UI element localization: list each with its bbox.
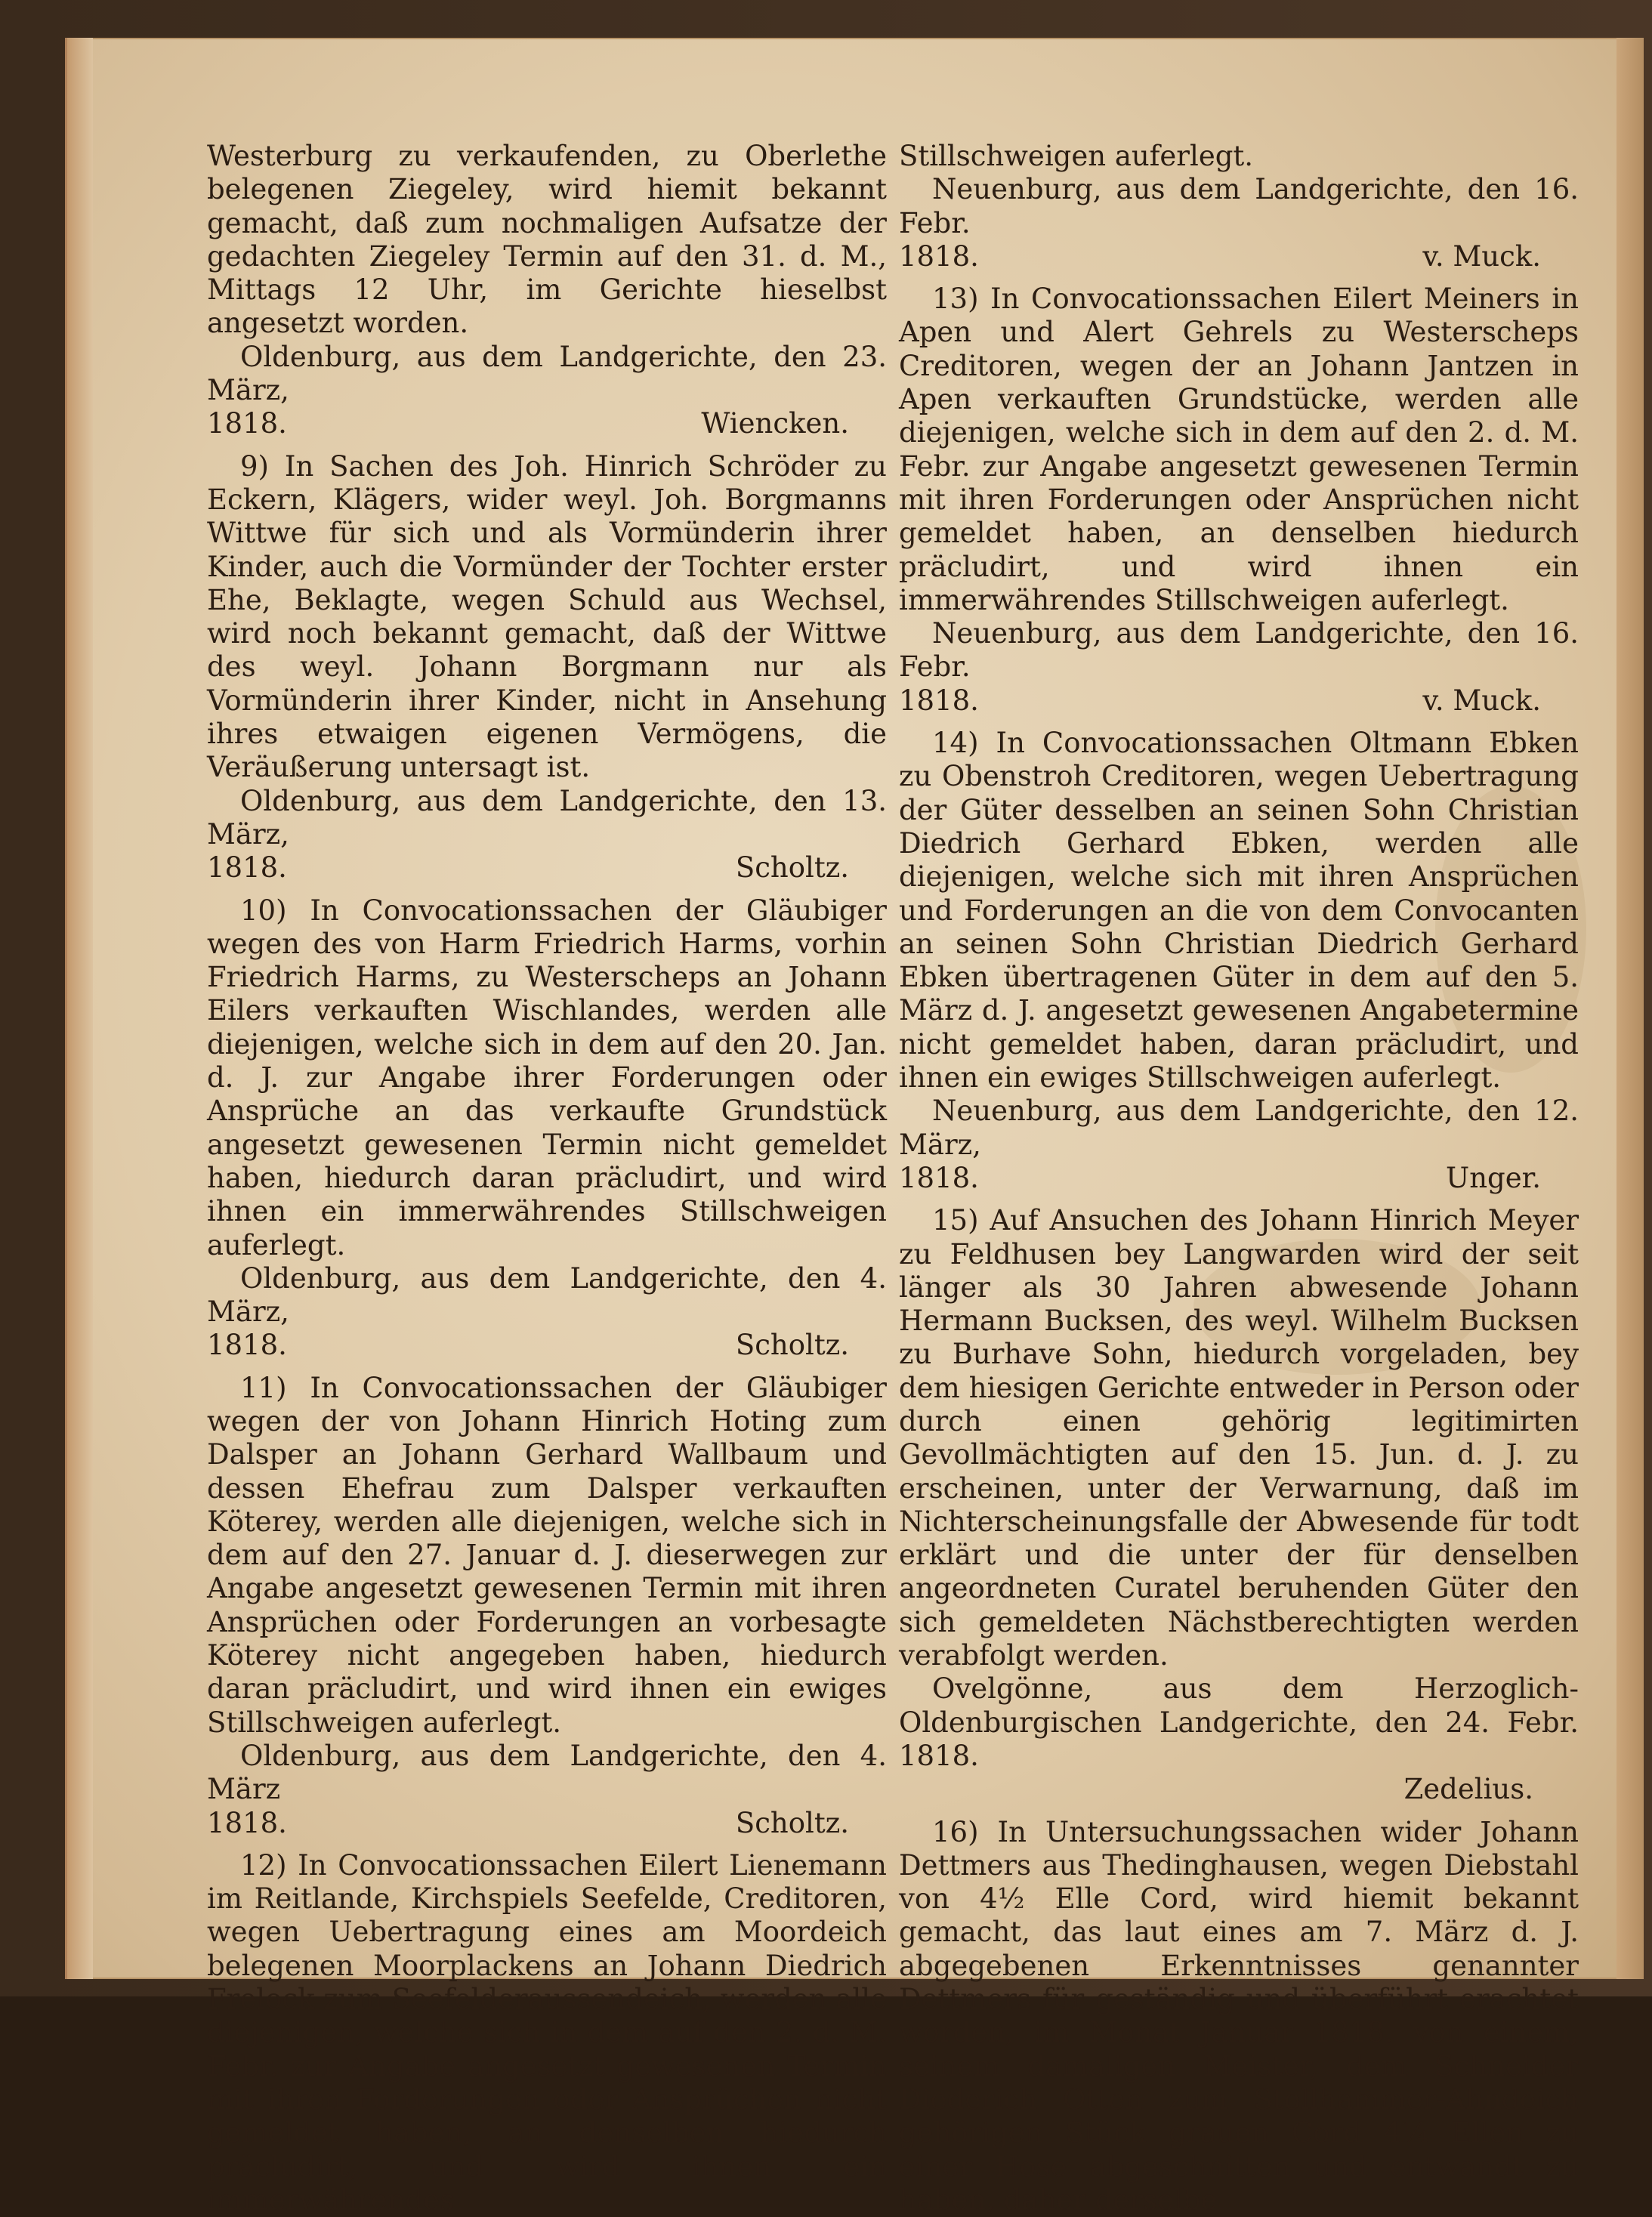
page-binding-edge bbox=[65, 38, 93, 1979]
notice-9-text: 9) In Sachen des Joh. Hinrich Schröder zu Eckern, Klägers, wider weyl. Joh. Borgmanns Wittwe für sich und als Vormünderin ihrer Kinder, auch die Vormünder der Tochter erster Ehe, Beklagte, wegen Schuld aus Wechsel, wird noch bekannt gemacht, daß der Wittwe des weyl. Johann Borgmann nur als Vormünderin ihrer Kinder, nicht in Ansehung ihres etwaigen eigenen Vermögens, die Veräußerung untersagt ist. bbox=[207, 449, 887, 784]
notice-15-text: 15) Auf Ansuchen des Johann Hinrich Meyer zu Feldhusen bey Langwarden wird der seit länger als 30 Jahren abwesende Johann Hermann Bucksen, des weyl. Wilhelm Bucksen zu Burhave Sohn, hiedurch vorgeladen, bey dem hiesigen Gerichte entweder in Person oder durch einen gehörig legitimirten Gevollmächtigten auf den 15. Jun. d. J. zu erscheinen, unter der Verwarnung, daß im Nichterscheinungsfalle der Abwesende für todt erklärt und die unter der für denselben angeordneten Curatel beruhenden Güter den sich gemeldeten Nächstberechtigten werden verabfolgt werden. bbox=[899, 1204, 1579, 1672]
notice-14-signature: Unger. bbox=[1446, 1161, 1541, 1194]
notice-13-year: 1818. bbox=[899, 684, 979, 717]
notice-9-year: 1818. bbox=[207, 851, 287, 885]
notice-8-year: 1818. bbox=[207, 407, 287, 440]
notice-10-signature: Scholtz. bbox=[735, 1329, 849, 1362]
left-column bbox=[207, 140, 887, 2217]
notice-11-dateline bbox=[207, 1807, 887, 1840]
notice-8-dateline bbox=[207, 407, 887, 440]
notice-11-place: Oldenburg, aus dem Landgerichte, den 4. März bbox=[207, 1739, 887, 1806]
notice-14-place: Neuenburg, aus dem Landgerichte, den 12. März, bbox=[899, 1095, 1579, 1161]
notice-15-signature: Zedelius. bbox=[1403, 1773, 1533, 1806]
notice-14-year: 1818. bbox=[899, 1161, 979, 1194]
notice-12-dateline bbox=[899, 240, 1579, 273]
notice-11-text: 11) In Convocationssachen der Gläubiger wegen der von Johann Hinrich Hoting zum Dalsper an Johann Gerhard Wallbaum und dessen Ehefrau zum Dalsper verkauften Köterey, werden alle diejenigen, welche sich in dem auf den 27. Januar d. J. dieserwegen zur Angabe angesetzt gewesenen Termin mit ihren Ansprüchen oder Forderungen an vorbesagte Köterey nicht angegeben haben, hiedurch daran präcludirt, und wird ihnen ein ewiges Stillschweigen auferlegt. bbox=[207, 1371, 887, 1739]
notice-8-place: Oldenburg, aus dem Landgerichte, den 23. März, bbox=[207, 340, 887, 407]
notice-9-dateline bbox=[207, 851, 887, 885]
notice-13-signature: v. Muck. bbox=[1422, 684, 1541, 717]
notice-12-text: 12) In Convocationssachen Eilert Lienemann im Reitlande, Kirchspiels Seefelde, Creditoren, wegen Uebertragung eines am Moordeich belegenen Moorplackens an Johann Diedrich Frelock zum Seefelderaussendeich, werden alle diejenigen, welche sich in dem auf den 2. d. M. Febr. zur Angabe angesetzt gewesenen Termin mit ihren Forderungen oder Ansprüchen nicht gemeldet haben, an denselben hiedurch präcludirt, und wird ihnen ein immerwährendes bbox=[207, 1848, 887, 2216]
notice-13-place: Neuenburg, aus dem Landgerichte, den 16. Febr. bbox=[899, 617, 1579, 684]
notice-11-signature: Scholtz. bbox=[735, 1806, 849, 1839]
notice-9-signature: Scholtz. bbox=[735, 851, 849, 885]
notice-10-year: 1818. bbox=[207, 1329, 287, 1362]
notice-12-signature: v. Muck. bbox=[1422, 239, 1541, 273]
notice-15-place: Ovelgönne, aus dem Herzoglich-Oldenburgischen Landgerichte, den 24. Febr. 1818. bbox=[899, 1672, 1579, 1772]
notice-12-place: Neuenburg, aus dem Landgerichte, den 16. Febr. bbox=[899, 173, 1579, 239]
notice-13-dateline bbox=[899, 684, 1579, 718]
notice-10-dateline bbox=[207, 1329, 887, 1362]
page-right-edge bbox=[1616, 38, 1644, 1979]
notice-8-text: Westerburg zu verkaufenden, zu Oberlethe belegenen Ziegeley, wird hiemit bekannt gemacht, daß zum nochmaligen Aufsatze der gedachten Ziegeley Termin auf den 31. d. M., Mittags 12 Uhr, im Gerichte hieselbst angesetzt worden. bbox=[207, 140, 887, 340]
notice-12-year: 1818. bbox=[899, 239, 979, 273]
notice-14-text: 14) In Convocationssachen Oltmann Ebken zu Obenstroh Creditoren, wegen Uebertragung der Güter desselben an seinen Sohn Christian Diedrich Gerhard Ebken, werden alle diejenigen, welche sich mit ihren Ansprüchen und Forderungen an die von dem Convocanten an seinen Sohn Christian Diedrich Gerhard Ebken übertragenen Güter in dem auf den 5. März d. J. angesetzt gewesenen Angabetermine nicht gemeldet haben, daran präcludirt, und ihnen ein ewiges Stillschweigen auferlegt. bbox=[899, 727, 1579, 1095]
right-column bbox=[899, 140, 1579, 2217]
notice-13-text: 13) In Convocationssachen Eilert Meiners in Apen und Alert Gehrels zu Westerscheps Creditoren, wegen der an Johann Jantzen in Apen verkauften Grundstücke, werden alle diejenigen, welche sich in dem auf den 2. d. M. Febr. zur Angabe angesetzt gewesenen Termin mit ihren Forderungen oder Ansprüchen nicht gemeldet haben, an denselben hiedurch präcludirt, und wird ihnen ein immerwährendes Stillschweigen auferlegt. bbox=[899, 283, 1579, 616]
notice-10-place: Oldenburg, aus dem Landgerichte, den 4. März, bbox=[207, 1261, 887, 1329]
notice-9-place: Oldenburg, aus dem Landgerichte, den 13. März, bbox=[207, 784, 887, 851]
notice-10-text: 10) In Convocationssachen der Gläubiger wegen des von Harm Friedrich Harms, vorhin Friedrich Harms, zu Westerscheps an Johann Eilers verkauften Wischlandes, werden alle diejenigen, welche sich in dem auf den 20. Jan. d. J. zur Angabe ihrer Forderungen oder Ansprüche an das verkaufte Grundstück angesetzt gewesenen Termin nicht gemeldet haben, hiedurch daran präcludirt, und wird ihnen ein immerwährendes Stillschweigen auferlegt. bbox=[207, 894, 887, 1261]
notice-11-year: 1818. bbox=[207, 1806, 287, 1839]
notice-14-dateline bbox=[899, 1162, 1579, 1195]
notice-8-signature: Wiencken. bbox=[701, 407, 849, 440]
notice-12-continuation: Stillschweigen auferlegt. bbox=[899, 140, 1254, 172]
notice-16-text: 16) In Untersuchungssachen wider Johann Dettmers aus Thedinghausen, wegen Diebstahl von 4½ Elle Cord, wird hiemit bekannt gemacht, das laut eines am 7. März d. J. abgegebenen Erkenntnisses genannter Dettmers für geständig und überführt erachtet worden, im Monat Januar 1818. von einem, seinem damaligen Meister, dem Schneider Diederich Otten zum Stollhammer-Ahndeich gehörigen Stück grauen Cord 4¼ Ellen zu einer Hose abgeschnitten und entwandt zu haben, daher derselbe bbox=[899, 1815, 1579, 2216]
